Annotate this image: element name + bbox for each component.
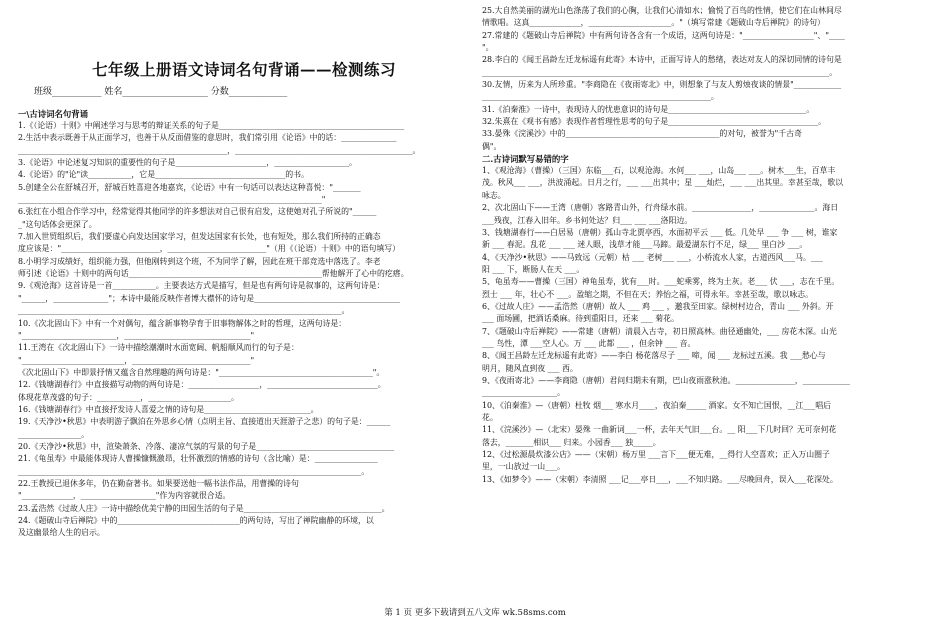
text-line: 19.《天净沙•秋思》中表明游子飘泊在外思乡心情（点明主旨、直接道出天涯游子之悲）的句子是：______ [18,417,391,427]
text-line: 4.《论语》的"论"读___________，它是_________________________________的书。 [18,170,309,180]
text-line: 师引述《论语》十则中的两句话_________________________________________________帮他解开了心中的疙瘩。 [18,269,409,279]
text-line: 落去，_______相识___ 归来。小园香___ 独_____。 [482,437,661,447]
text-line: 32.朱熹在《观书有感》表现作者哲理性思考的句子是______________________________________。 [482,117,826,127]
text-line: 5.创建全公在舒城召开，舒城百姓喜迎各地嘉宾，《论语》中有一句话可以表达这种喜悦："_______ [18,182,361,192]
text-line: 22.王教授已退休多年，仍在勤奋著书。如果要送他一幅书法作品，用曹操的诗句 [18,478,299,488]
text-line: 里，一山放过一山___。 [482,462,565,472]
text-line: 6.张红在小组合作学习中，经常觉得其他同学的许多想法对自己很有启发，这使她对孔子所说的"______ [18,207,377,217]
text-line: 偶"。 [482,141,502,151]
text-line: 咏志。 [482,190,506,200]
text-line: 21.《龟虽寿》中最能体现诗人曹操慷慨激昂，壮怀激烈的情感的诗句（含比喻）是：________________ [18,454,378,464]
text-line: ________________。 [18,429,90,439]
text-line: ___ 面场圃，把酒话桑麻。待到重阳日，还来 ___ 菊花。 [482,314,679,324]
text-line: 10.《次北固山下》中有一个对偶句，蕴含新事物孕育于旧事物解体之时的哲理，这两句诗是： [18,318,347,328]
text-line: 25.大自然美丽的湖光山色涤荡了我们的心胸，让我们心清如水；愉悦了百鸟的性情，使它们在山林间尽 [482,6,842,15]
text-line: 27.常建的《题破山寺后禅院》中有两句诗各含有一个成语，这两句诗是："__________________"、"____ [482,30,845,40]
text-line: 23.孟浩然《过故人庄》一诗中描绘优美宁静的田园生活的句子是___________________________________。 [18,503,390,513]
text-line: 20.《天净沙•秋思》中，渲染萧条、冷落、凄凉气氛的写景的句子是___________________________________ [18,441,395,451]
text-line: 2、次北固山下——王湾（唐朝）客路青山外，行舟绿水前。_______________，______________。海日 [482,203,839,213]
text-line: 2.生活中表示既善于从正面学习，也善于从反面借鉴的意思时，我们常引用《论语》中的话：______________ [18,133,397,143]
text-line: "__________________________，______________________________" [18,355,255,365]
text-line: _"这句话体会更深了。 [18,219,97,229]
text-line: 11.王湾在《次北固山下》一诗中描绘潮潮时水面宽阔、帆船顺风而行的句子是： [18,343,299,353]
text-line: "_____________，___________________"作为内容就很合适。 [18,491,231,501]
page-title: 七年级上册语文诗词名句背诵——检测练习 [91,60,396,79]
text-line: 9、《夜雨寄北》——李商隐（唐朝）君问归期未有期，巴山夜雨涨秋池。_______________，____________ [482,375,850,385]
text-line: _______________________________________________________________________________________。 [18,466,370,476]
section-heading-2: 二.古诗词默写易错的字 [482,154,569,165]
section-heading-1: 一\古诗词名句背诵 [18,109,89,119]
text-line: 12.《钱塘湖春行》中直接描写动物的两句诗是：__________________，____________________________。 [18,380,386,390]
text-line: 度应该是："_________________________，_________________________"（用《（论语）十则》中的语句填写） [18,244,401,254]
text-line: 明月，随风直到夜 ___ 西。 [482,363,578,373]
text-line: 33.晏殊《浣溪沙》中的_______________________________________的对句，被誉为"千古奇 [482,129,802,139]
text-line: 6、《过故人庄》——孟浩然（唐朝）故人 ___ 鸡 ___ ，邀我至田家。绿树村边合，青山 ___ 外斜。开 [482,301,834,311]
text-line: 28.李白的《闻王昌龄左迁龙标遥有此寄》本诗中，正面写诗人的愁绪，表达对友人的深切同情的诗句是 [482,55,842,65]
text-line: ___________________。 [482,388,565,398]
text-line: 9.《观沧海》这首诗是一首___________。主要表达方式是描写，但是也有两句诗是叙事的，这两句诗是： [18,281,385,291]
text-line: 7.加入世贸组织后，我们要虚心向发达国家学习，但发达国家有长处，也有短处，那么我们所持的正确态 [18,232,381,242]
text-line: 新 ___ 春泥。乱花 ___ ___ 迷人眼，浅草才能___马蹄。最爱湖东行不足，绿___ 里白沙 ___。 [482,240,808,250]
text-line: 7、《题破山寺后禅院》——常建（唐朝）清晨入古寺，初日照高林。曲径通幽处，___ 房花木深。山光 [482,326,837,336]
page-footer: 第 1 页 更多下载请到五八文库 wk.58sms.com [384,608,566,618]
text-line: __________________________________________________________________________________。 [18,306,350,316]
text-line: _____________________________________________________，_____________________________________________。 [18,145,421,155]
text-line: 烈士 ___ 年，壮心不 ___。盈缩之期，不但在天；养怡之福，可得永年。幸甚至哉，歌以咏志。 [482,289,814,299]
text-line: 《次北固山下》中即景抒情又蕴含自然理趣的两句诗是："_______________________________________"。 [18,367,385,377]
left-content [18,108,470,540]
text-line: __________________________________________________________。 [482,92,719,102]
text-line: "______，______________"；本诗中最能反映作者博大襟怀的诗句是_____________________________________ [18,293,401,303]
text-line: 31.《泊秦淮》一诗中，表现诗人的忧患意识的诗句是___________________________________。 [482,104,815,114]
text-line: "。 [482,43,494,53]
text-line: 13、《如梦令》——（宋朝）李清照 ___记___亭日___，___不知归路。___尽晚回舟，误入___花深处。 [482,474,838,484]
text-line: ___ 鸟性，潭 ___空人心。万 ___ 此都 ___ ，但余钟 ___ 音。 [482,338,696,348]
text-line: 4、《天净沙•秋思》——马致远（元朝）枯 ___ 老树___ ___，小桥流水人家，古道西风___马。___ [482,252,823,262]
right-question-list-a [482,5,934,153]
left-question-list [18,120,470,540]
student-info-line: 班级___________ 姓名___________________ 分数_____________ [34,87,288,97]
right-question-list-b [482,165,934,486]
right-content [482,5,934,486]
text-line: 体现花草茂盛的句子：___________，_____________________。 [18,392,239,402]
text-line: 1、《观沧海》（曹操）（三国）东临___石，以观沧海。水何___ ___，山岛___ ___。树木___生，百草丰 [482,166,836,176]
text-line: 12、《过松源晨炊漆公店》——（宋朝）杨万里 ___言下___便无难，__得行人空喜欢；正入万山圈子 [482,450,830,460]
text-line: 24.《题破山寺后禅院》中的_______________________________的两句诗，写出了禅院幽静的环境，以 [18,516,374,525]
text-line: ________________________________________________________________________________________。 [482,67,838,77]
text-line: 3.《论语》中论述复习知识的重要性的句子是_______________________，___________________。 [18,158,357,168]
text-line: 茂。秋风___ ___，洪波涌起。日月之行，___ ___出其中；星 ___灿烂，___ ___出其里。幸甚至哉，歌以 [482,178,844,188]
text-line: 1.《（论语）十则》中阐述学习与思考的辩证关系的句子是_______________________________________________ [18,121,405,130]
text-line: 10、《泊秦淮》—（唐朝）杜牧 烟___ 寒水月____，夜泊秦_____ 酒家。女不知亡国恨，__江___唱后 [482,400,831,410]
text-line: "________________________，________________________________" [18,330,255,340]
text-line: 11、《浣溪沙》—（北宋）晏殊 一曲新词___一杯，去年天气旧___台。__ 阳___下几时回？无可奈何花 [482,425,837,435]
text-line: 8、《闻王昌龄左迁龙标遥有此寄》——李白 杨花落尽子 ___ 啼，闻 ___ 龙标过五溪。我 ___愁心与 [482,351,826,361]
text-line: 花。 [482,413,498,422]
text-line: _____________________________________________________________________________" [18,195,326,205]
text-line: 3、钱塘湖春行——白居易（唐朝）孤山寺北贾亭西，水面初平云 ___ 低。几处早 ___ 争 ___ 树，谁家 [482,227,838,237]
text-line: 情歌唱。这真_____________，_____________________。"（填写常建《题破山寺后禅院》的诗句） [482,18,825,28]
text-line: 及这幽景给人生的启示。 [18,528,105,538]
text-line: 8.小明学习成绩好，组织能力强，但他刚转到这个班，不为同学了解，因此在班干部竞选中落选了。李老 [18,256,381,266]
text-line: 阳 ___ 下，断肠人在天 ___。 [482,264,585,274]
text-line: 30.友情，历来为人所珍重。"李商隐在《夜雨寄北》中，则想象了与友人剪烛夜谈的情景"____________ [482,80,842,90]
text-line: 16.《钱塘湖春行》中直接抒发诗人喜爱之情的诗句是___________________________。 [18,404,319,414]
text-line: 5、龟虽寿——曹操（三国）神龟虽寿，犹有___时。___蛇乘雾，终为土灰。老___ 伏 ___，志在千里。 [482,277,840,287]
text-line: ___残夜，江春入旧年。乡书何处达？归___ ___ ___洛阳边。 [482,215,693,225]
